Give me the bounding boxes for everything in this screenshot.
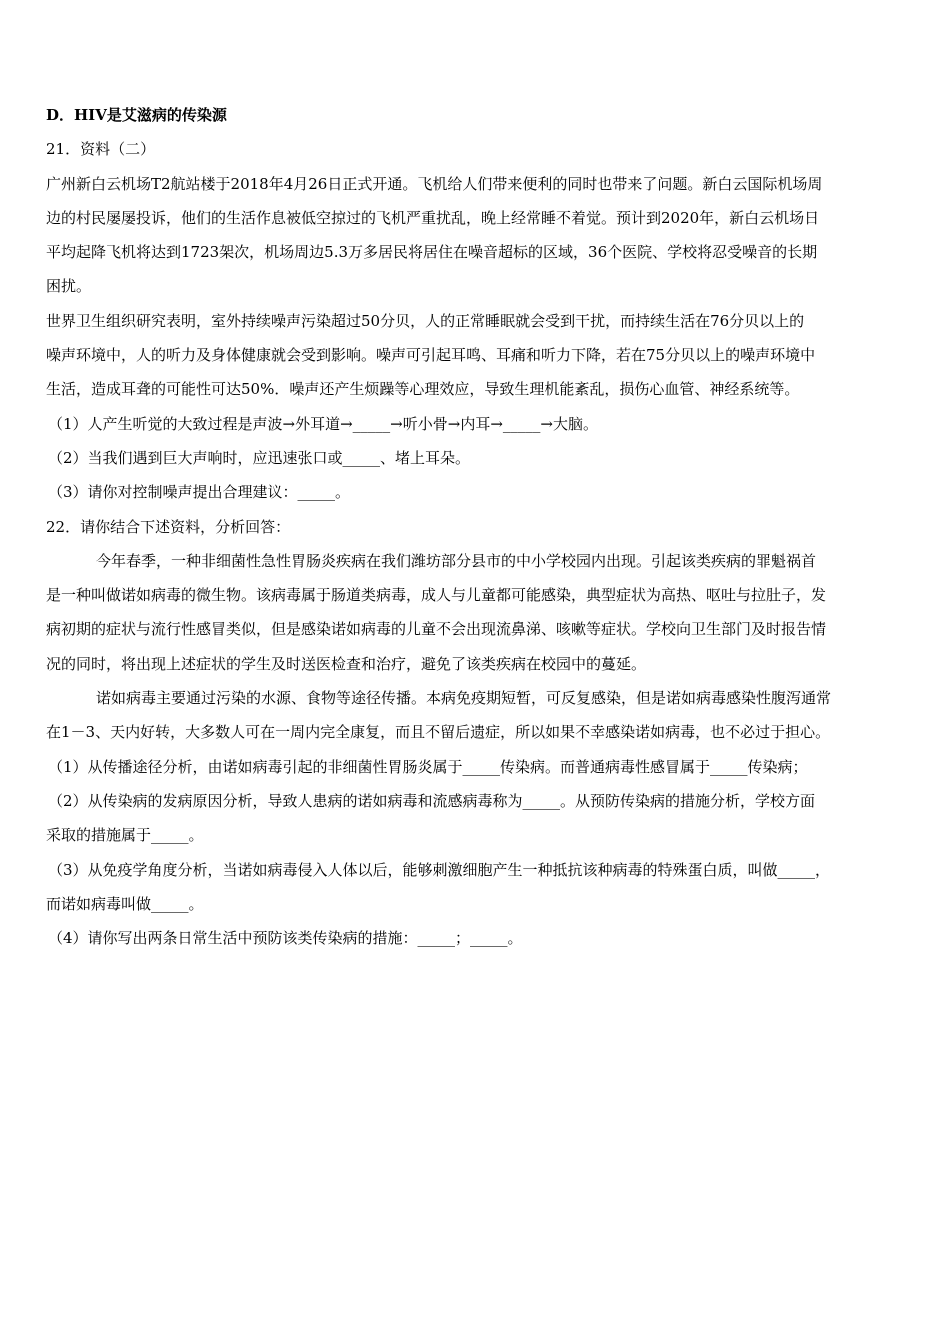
q21-para2-line: 噪声环境中，人的听力及身体健康就会受到影响。噪声可引起耳鸣、耳痛和听力下降，若在75分贝以上的噪声环境中 xyxy=(46,346,816,365)
q22-sub2-line: （2）从传染病的发病原因分析，导致人患病的诺如病毒和流感病毒称为_____。从预防传染病的措施分析，学校方面 xyxy=(48,791,816,810)
q22-para1-line: 今年春季，一种非细菌性急性胃肠炎疾病在我们潍坊部分县市的中小学校园内出现。引起该类疾病的罪魁祸首 xyxy=(96,551,817,570)
q21-sub2: （2）当我们遇到巨大声响时，应迅速张口或_____、堵上耳朵。 xyxy=(48,448,471,467)
q21-sub3: （3）请你对控制噪声提出合理建议：_____。 xyxy=(48,483,351,502)
q22-sub1: （1）从传播途径分析，由诺如病毒引起的非细菌性胃肠炎属于_____传染病。而普通病毒性感冒属于_____传染病； xyxy=(48,757,808,776)
q21-para1-line: 平均起降飞机将达到1723架次，机场周边5.3万多居民将居住在噪音超标的区域，36个医院、学校将忍受噪音的长期 xyxy=(46,243,818,262)
q22-sub2-line: 采取的措施属于_____。 xyxy=(46,826,204,845)
q22-title: 22．请你结合下述资料，分析回答： xyxy=(46,517,291,536)
q22-para1-line: 况的同时，将出现上述症状的学生及时送医检查和治疗，避免了该类疾病在校园中的蔓延。 xyxy=(46,654,647,673)
q21-para2-line: 生活，造成耳聋的可能性可达50%．噪声还产生烦躁等心理效应，导致生理机能紊乱，损伤心血管、神经系统等。 xyxy=(46,380,800,399)
option-d: D．HIV是艾滋病的传染源 xyxy=(46,106,227,124)
q22-sub4: （4）请你写出两条日常生活中预防该类传染病的措施：_____；_____。 xyxy=(48,929,523,948)
document-page xyxy=(46,98,908,955)
q22-para1-line: 病初期的症状与流行性感冒类似，但是感染诺如病毒的儿童不会出现流鼻涕、咳嗽等症状。学校向卫生部门及时报告情 xyxy=(46,620,827,639)
q21-para2-line: 世界卫生组织研究表明，室外持续噪声污染超过50分贝，人的正常睡眠就会受到干扰，而持续生活在76分贝以上的 xyxy=(46,311,805,330)
q22-sub3-line: （3）从免疫学角度分析，当诺如病毒侵入人体以后，能够刺激细胞产生一种抵抗该种病毒的特殊蛋白质，叫做_____， xyxy=(48,860,831,879)
q21-para1-line: 广州新白云机场T2航站楼于2018年4月26日正式开通。飞机给人们带来便利的同时也带来了问题。新白云国际机场周 xyxy=(46,174,823,193)
q22-para2-line: 在1－3、天内好转，大多数人可在一周内完全康复，而且不留后遗症，所以如果不幸感染诺如病毒，也不必过于担心。 xyxy=(46,723,831,742)
q22-sub3-line: 而诺如病毒叫做_____。 xyxy=(46,894,204,913)
q22-para2-line: 诺如病毒主要通过污染的水源、食物等途径传播。本病免疫期短暂，可反复感染，但是诺如病毒感染性腹泻通常 xyxy=(96,689,832,708)
q21-para1-line: 边的村民屡屡投诉，他们的生活作息被低空掠过的飞机严重扰乱，晚上经常睡不着觉。预计到2020年，新白云机场日 xyxy=(46,208,820,227)
q22-para1-line: 是一种叫做诺如病毒的微生物。该病毒属于肠道类病毒，成人与儿童都可能感染，典型症状为高热、呕吐与拉肚子，发 xyxy=(46,586,827,605)
q21-title: 21．资料（二） xyxy=(46,140,156,159)
q21-para1-line: 困扰。 xyxy=(46,277,92,296)
q21-sub1: （1）人产生听觉的大致过程是声波→外耳道→_____→听小骨→内耳→_____→大脑。 xyxy=(48,414,598,433)
